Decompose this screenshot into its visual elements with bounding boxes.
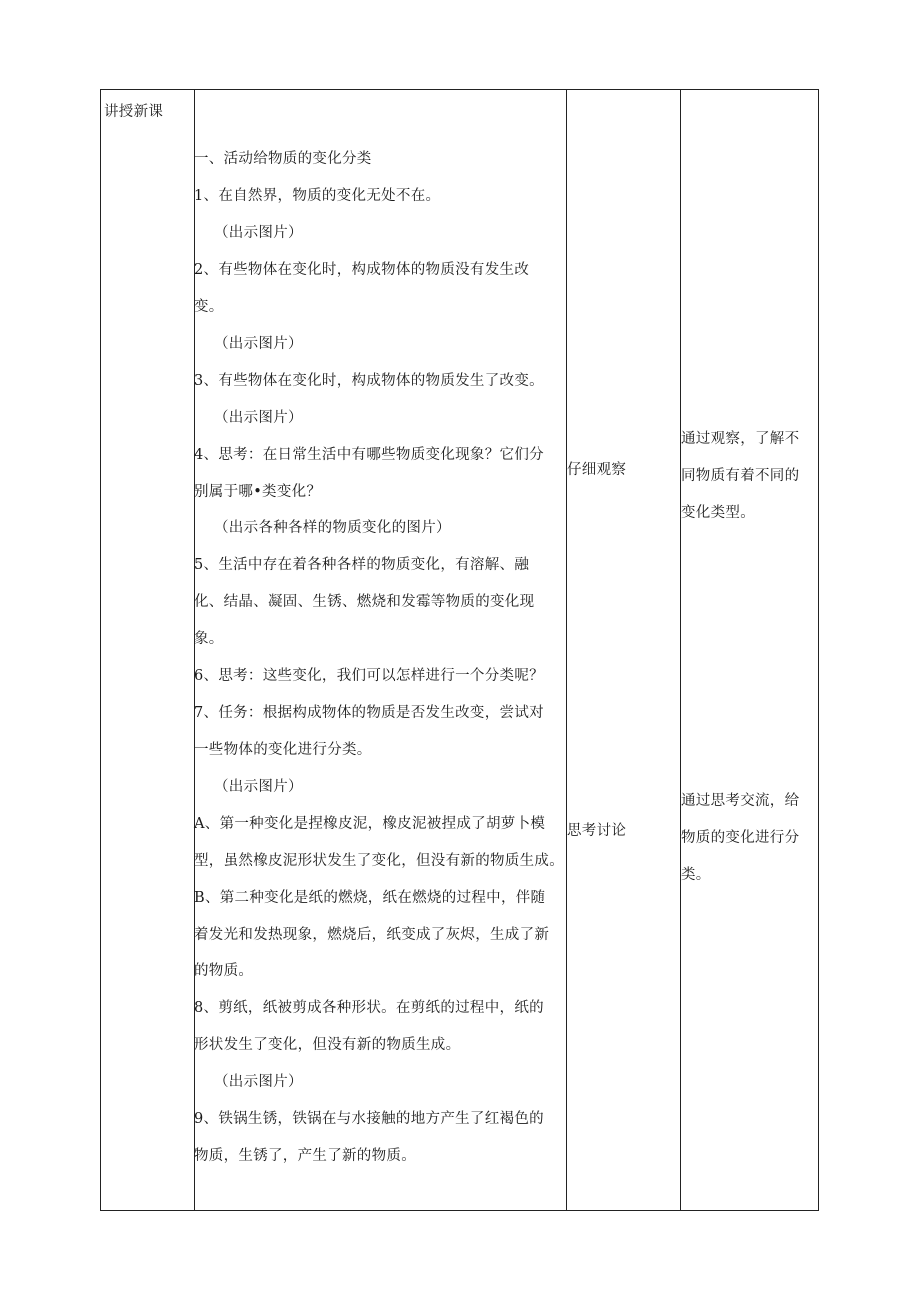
content-line: 2、有些物体在变化时，构成物体的物质没有发生改	[194, 262, 530, 278]
content-line: （出示图片）	[214, 336, 303, 352]
section-label: 讲授新课	[104, 104, 164, 120]
student-activity-discuss: 思考讨论	[567, 823, 627, 839]
content-line: （出示图片）	[214, 1074, 303, 1090]
content-line: 型，虽然橡皮泥形状发生了变化，但没有新的物质生成。	[194, 853, 564, 869]
content-heading: 一、活动给物质的变化分类	[194, 151, 372, 167]
design-intent-line: 同物质有着不同的	[681, 468, 800, 484]
content-line: 物质，生锈了，产生了新的物质。	[194, 1148, 416, 1164]
content-line: 化、结晶、凝固、生锈、燃烧和发霉等物质的变化现	[194, 594, 535, 610]
column-divider-3	[680, 90, 681, 1210]
content-line: 变。	[194, 299, 224, 315]
design-intent-line: 通过观察，了解不	[681, 431, 800, 447]
content-line: 1、在自然界，物质的变化无处不在。	[194, 188, 441, 204]
design-intent-line: 变化类型。	[681, 505, 755, 521]
content-line: 6、思考：这些变化，我们可以怎样进行一个分类呢？	[194, 668, 544, 684]
content-line: 5、生活中存在着各种各样的物质变化，有溶解、融	[194, 557, 530, 573]
content-line: 形状发生了变化，但没有新的物质生成。	[194, 1037, 461, 1053]
design-intent-line: 物质的变化进行分	[681, 830, 800, 846]
content-line: A、第一种变化是捏橡皮泥，橡皮泥被捏成了胡萝卜模	[194, 816, 546, 832]
design-intent-line: 通过思考交流，给	[681, 793, 800, 809]
content-line: （出示图片）	[214, 225, 303, 241]
content-line: 象。	[194, 631, 224, 647]
content-line: 别属于哪•类变化？	[194, 484, 322, 500]
content-line: 一些物体的变化进行分类。	[194, 742, 372, 758]
content-line: 4、思考：在日常生活中有哪些物质变化现象？它们分	[194, 447, 544, 463]
content-line: 8、剪纸，纸被剪成各种形状。在剪纸的过程中，纸的	[194, 1000, 544, 1016]
design-intent-line: 类。	[681, 867, 711, 883]
content-line: 3、有些物体在变化时，构成物体的物质发生了改变。	[194, 373, 544, 389]
content-line: B、第二种变化是纸的燃烧，纸在燃烧的过程中，伴随	[194, 890, 546, 906]
content-line: 着发光和发热现象，燃烧后，纸变成了灰烬，生成了新	[194, 927, 550, 943]
content-line: 的物质。	[194, 963, 254, 979]
lesson-plan-table	[100, 89, 819, 1211]
content-line: 7、任务：根据构成物体的物质是否发生改变，尝试对	[194, 705, 544, 721]
column-divider-2	[566, 90, 567, 1210]
content-line: （出示各种各样的物质变化的图片）	[214, 520, 451, 536]
content-line: 9、铁锅生锈，铁锅在与水接触的地方产生了红褐色的	[194, 1111, 544, 1127]
content-line: （出示图片）	[214, 410, 303, 426]
student-activity-observe: 仔细观察	[567, 462, 627, 478]
content-line: （出示图片）	[214, 779, 303, 795]
